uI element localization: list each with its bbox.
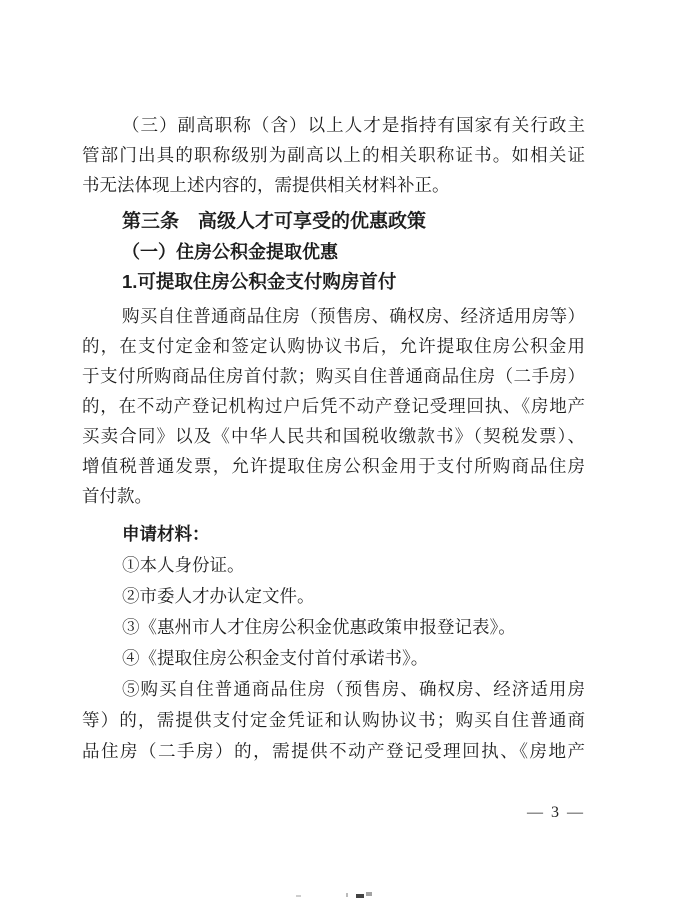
page-number: — 3 — — [527, 804, 585, 821]
materials-label: 申请材料： — [122, 524, 210, 544]
list-item: ③《惠州市人才住房公积金优惠政策申报登记表》。 — [122, 617, 516, 637]
paragraph-line: 首付款。 — [82, 486, 152, 506]
scan-artifact — [296, 895, 301, 897]
paragraph-line: 书无法体现上述内容的，需提供相关材料补正。 — [82, 175, 450, 195]
scan-artifact — [346, 893, 348, 897]
paragraph-line: 增值税普通发票，允许提取住房公积金用于支付所购商品住房 — [82, 456, 585, 476]
scan-artifact — [356, 894, 364, 898]
list-item-continuation: 等）的，需提供支付定金凭证和认购协议书；购买自住普通商 — [82, 710, 585, 730]
list-item: ①本人身份证。 — [122, 555, 245, 575]
paragraph-line: 管部门出具的职称级别为副高以上的相关职称证书。如相关证 — [82, 145, 585, 165]
subsection-heading: 1.可提取住房公积金支付购房首付 — [122, 271, 397, 292]
document-body — [82, 110, 585, 767]
article-heading: 第三条 高级人才可享受的优惠政策 — [122, 211, 427, 232]
paragraph-line: 的，在支付定金和签定认购协议书后，允许提取住房公积金用 — [82, 336, 585, 356]
paragraph-line: 的，在不动产登记机构过户后凭不动产登记受理回执、《房地产 — [82, 396, 585, 416]
paragraph-line: 买卖合同》以及《中华人民共和国税收缴款书》（契税发票）、 — [82, 426, 585, 446]
list-item: ②市委人才办认定文件。 — [122, 586, 315, 606]
paragraph-line: 购买自住普通商品住房（预售房、确权房、经济适用房等） — [122, 306, 585, 326]
scan-artifact — [366, 892, 372, 896]
paragraph-line: 于支付所购商品住房首付款；购买自住普通商品住房（二手房） — [82, 366, 585, 386]
list-item-continuation: 品住房（二手房）的，需提供不动产登记受理回执、《房地产 — [82, 741, 585, 761]
list-item: ⑤购买自住普通商品住房（预售房、确权房、经济适用房 — [122, 679, 585, 699]
paragraph-line: （三）副高职称（含）以上人才是指持有国家有关行政主 — [122, 115, 585, 135]
list-item: ④《提取住房公积金支付首付承诺书》。 — [122, 648, 429, 668]
section-heading: （一）住房公积金提取优惠 — [122, 242, 338, 262]
